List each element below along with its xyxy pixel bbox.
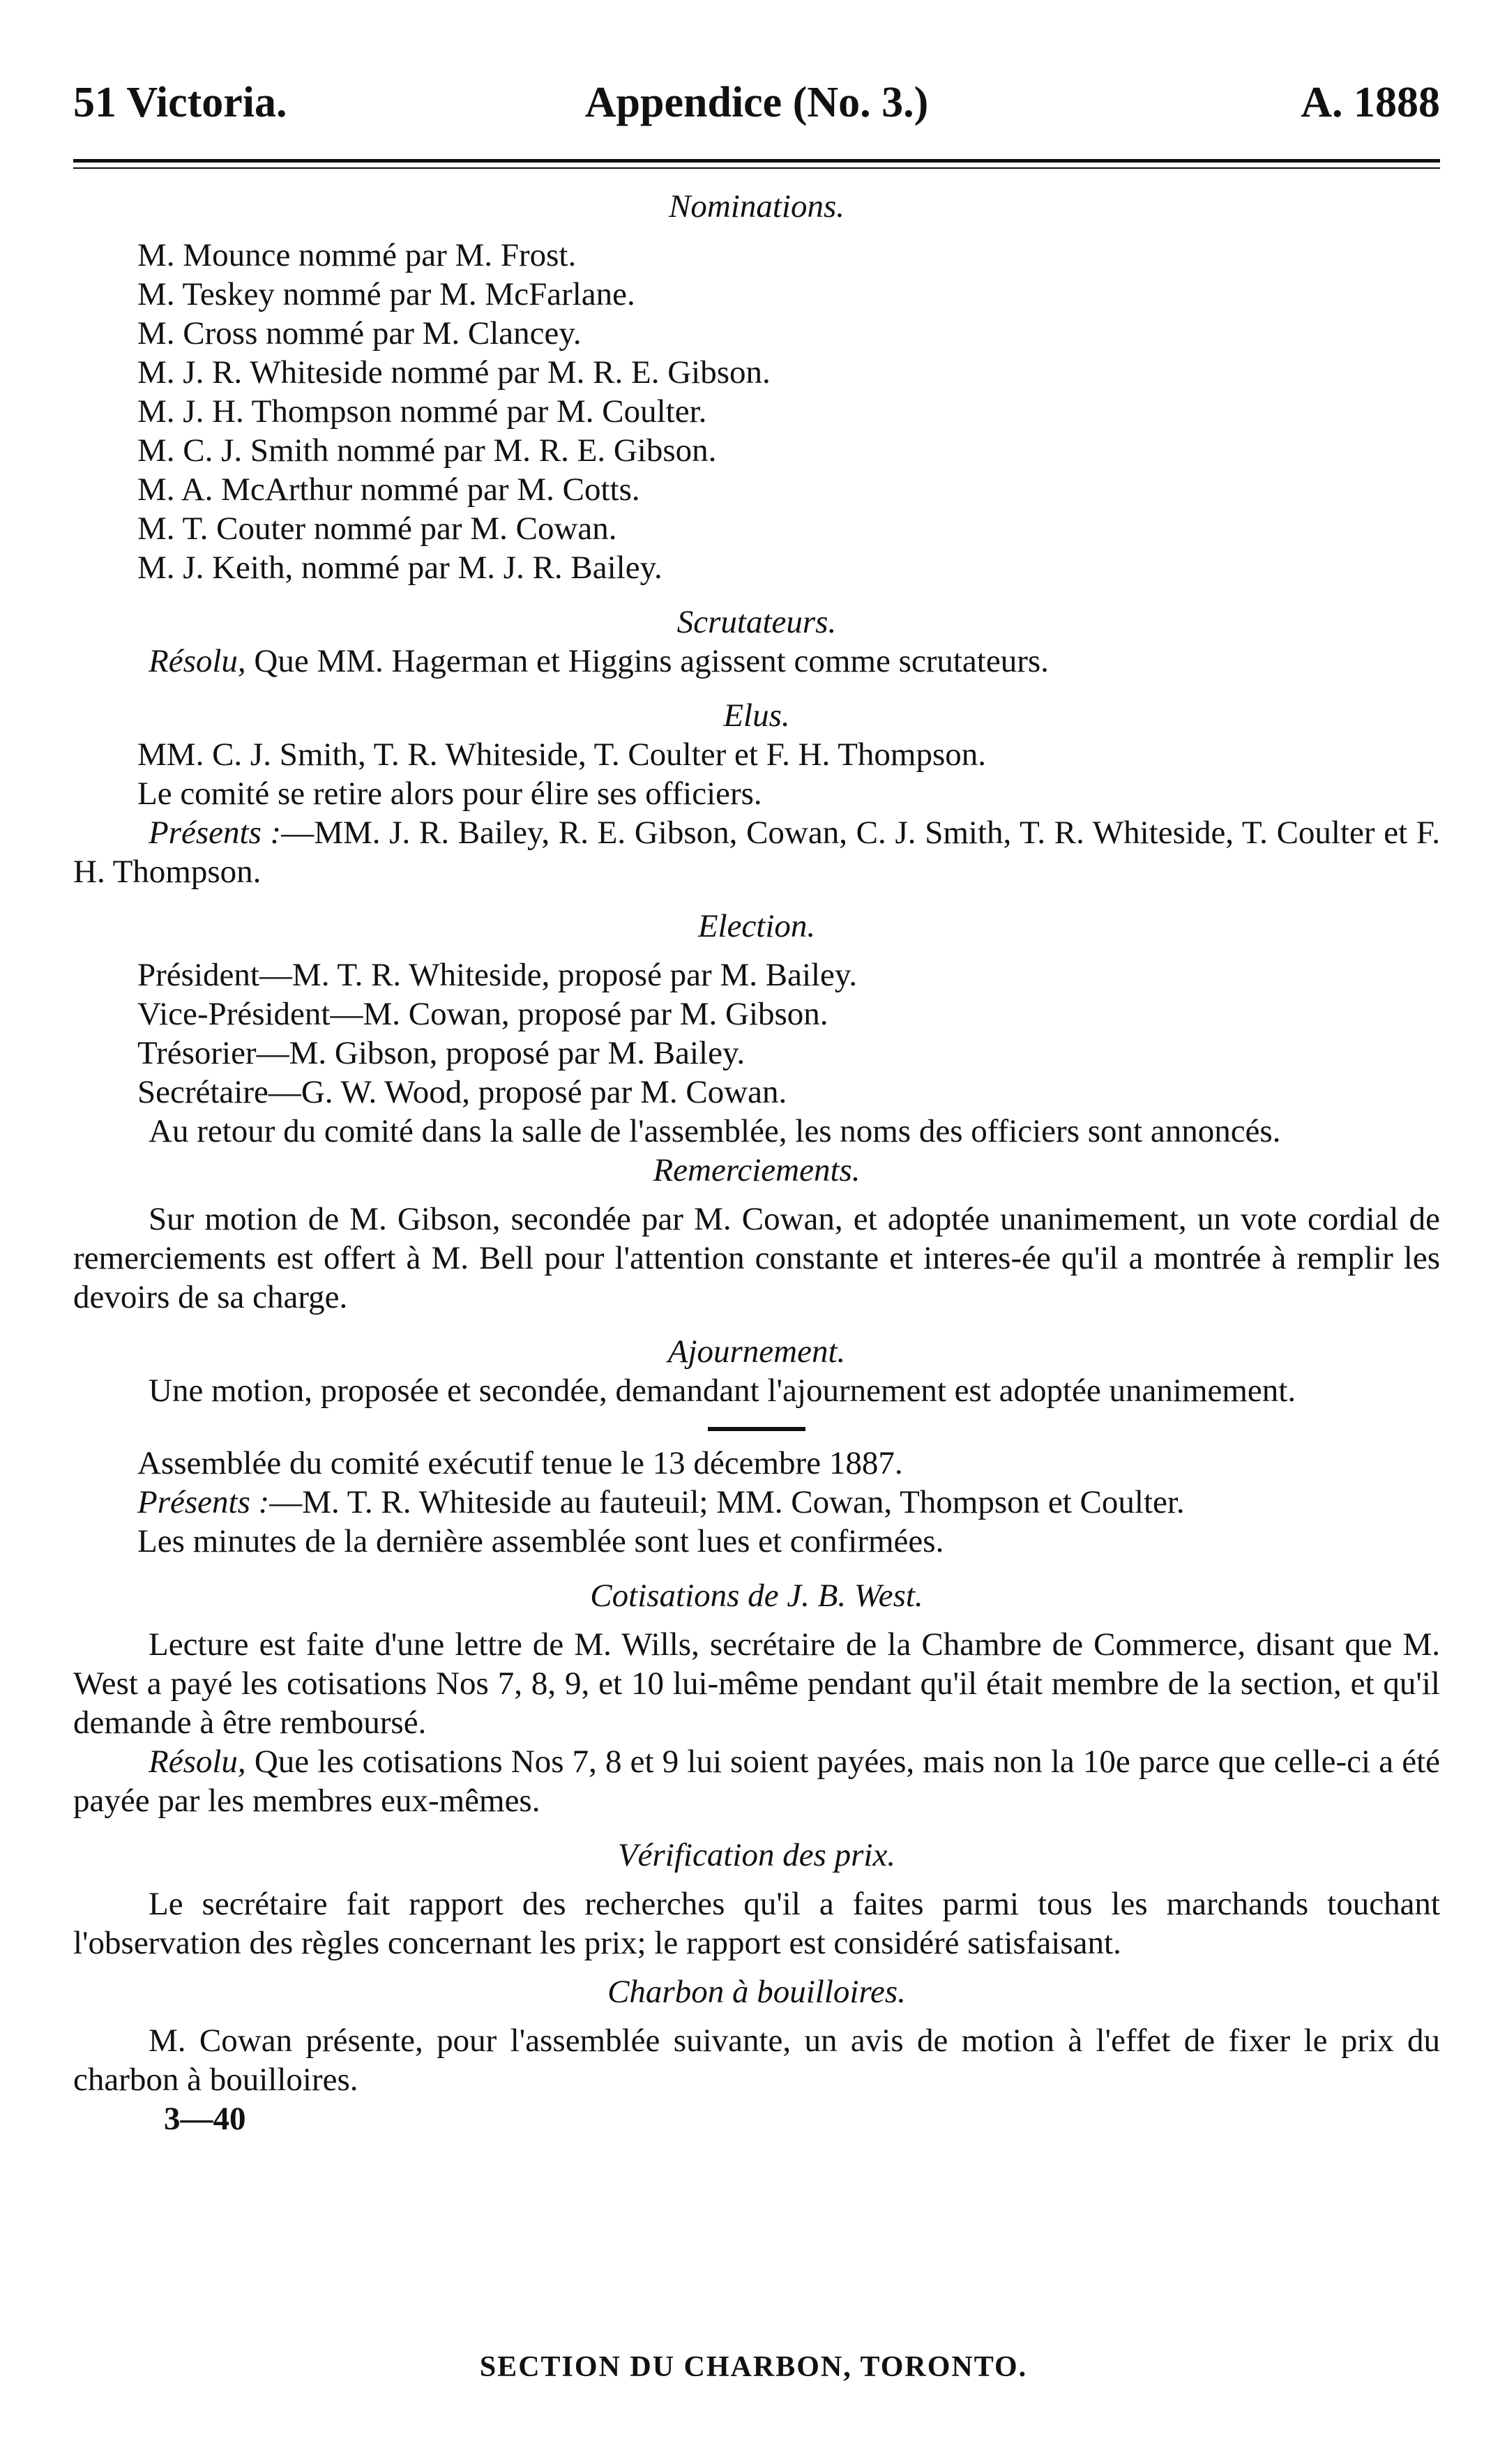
- cotisations-paragraph: Lecture est faite d'une lettre de M. Wills, secrétaire de la Chambre de Commerce, disant que M. West a payé les cotisations Nos 7, 8, 9, et 10 lui-même pendant qu'il était membre de la section, et qu'il demande à être remboursé.: [73, 1626, 1440, 1741]
- resolu-label: Résolu,: [149, 1744, 246, 1780]
- section-heading-charbon: Charbon à bouilloires.: [607, 1974, 906, 2010]
- presents-text: —MM. J. R. Bailey, R. E. Gibson, Cowan, C. J. Smith, T. R. Whiteside, T. Coulter et F. H. Thompson.: [73, 815, 1440, 890]
- assemblee-line: Assemblée du comité exécutif tenue le 13 décembre 1887.: [137, 1445, 903, 1481]
- header-rule-thin: [73, 167, 1440, 169]
- election-line: Trésorier—M. Gibson, proposé par M. Bailey.: [137, 1035, 745, 1071]
- section-heading-scrutateurs: Scrutateurs.: [676, 604, 837, 640]
- section-heading-verification: Vérification des prix.: [617, 1837, 896, 1873]
- election-paragraph: Au retour du comité dans la salle de l'assemblée, les noms des officiers sont annoncés.: [149, 1113, 1281, 1149]
- charbon-paragraph: M. Cowan présente, pour l'assemblée suivante, un avis de motion à l'effet de fixer le prix du charbon à bouilloires.: [73, 2023, 1440, 2098]
- header-appendix: Appendice (No. 3.): [584, 79, 929, 126]
- presents-label: Présents :: [149, 815, 282, 851]
- nomination-line: M. J. H. Thompson nommé par M. Coulter.: [137, 393, 707, 430]
- elus-line: Le comité se retire alors pour élire ses officiers.: [137, 776, 762, 812]
- ajournement-paragraph: Une motion, proposée et secondée, demandant l'ajournement est adoptée unanimement.: [149, 1373, 1296, 1409]
- running-footer: SECTION DU CHARBON, TORONTO.: [479, 2351, 1028, 2383]
- verification-paragraph: Le secrétaire fait rapport des recherches qu'il a faites parmi tous les marchands touchant l'observation des règles concernant les prix; le rapport est considéré satisfaisant.: [73, 1886, 1440, 1961]
- section-heading-election: Election.: [697, 908, 816, 944]
- nomination-line: M. Cross nommé par M. Clancey.: [137, 315, 582, 352]
- header-rule-thick: [73, 159, 1440, 162]
- presents-text: —M. T. R. Whiteside au fauteuil; MM. Cowan, Thompson et Coulter.: [269, 1484, 1185, 1520]
- elus-line: MM. C. J. Smith, T. R. Whiteside, T. Coulter et F. H. Thompson.: [137, 736, 986, 773]
- section-divider: [708, 1427, 805, 1431]
- resolution-text: Que les cotisations Nos 7, 8 et 9 lui soient payées, mais non la 10e parce que celle-ci a été payée par les membres eux-mêmes.: [73, 1744, 1440, 1819]
- nomination-line: M. J. Keith, nommé par M. J. R. Bailey.: [137, 550, 662, 586]
- section-heading-cotisations: Cotisations de J. B. West.: [590, 1578, 923, 1614]
- assemblee-presents: [73, 1483, 1440, 1522]
- presents-label: Présents :: [137, 1484, 270, 1520]
- assemblee-line: Les minutes de la dernière assemblée sont lues et confirmées.: [137, 1523, 944, 1559]
- resolu-label: Résolu,: [149, 643, 246, 679]
- header-year: A. 1888: [1301, 79, 1440, 126]
- election-line: Secrétaire—G. W. Wood, proposé par M. Cowan.: [137, 1074, 787, 1110]
- election-line: Président—M. T. R. Whiteside, proposé par M. Bailey.: [137, 957, 858, 993]
- nomination-line: M. T. Couter nommé par M. Cowan.: [137, 511, 617, 547]
- nomination-line: M. A. McArthur nommé par M. Cotts.: [137, 471, 640, 508]
- section-heading-remerciements: Remerciements.: [653, 1152, 861, 1188]
- nomination-line: M. J. R. Whiteside nommé par M. R. E. Gibson.: [137, 354, 771, 391]
- running-header: [73, 78, 1440, 134]
- nomination-line: M. Mounce nommé par M. Frost.: [137, 237, 577, 273]
- election-line: Vice-Président—M. Cowan, proposé par M. Gibson.: [137, 996, 828, 1032]
- section-heading-nominations: Nominations.: [668, 188, 845, 225]
- nomination-line: M. Teskey nommé par M. McFarlane.: [137, 276, 635, 312]
- cotisations-resolution: [73, 1742, 1440, 1820]
- header-volume: 51 Victoria.: [73, 79, 287, 126]
- section-heading-elus: Elus.: [723, 697, 790, 734]
- section-heading-ajournement: Ajournement.: [667, 1333, 846, 1370]
- elus-presents: [73, 813, 1440, 891]
- folio-number: 3—40: [164, 2101, 246, 2137]
- nomination-line: M. C. J. Smith nommé par M. R. E. Gibson.: [137, 432, 717, 469]
- resolution-text: Que MM. Hagerman et Higgins agissent comme scrutateurs.: [245, 643, 1049, 679]
- remerciements-paragraph: Sur motion de M. Gibson, secondée par M. Cowan, et adoptée unanimement, un vote cordial de remerciements est offert à M. Bell pour l'attention constante et interes-ée qu'il a montrée à remplir les devoirs de sa charge.: [73, 1201, 1440, 1315]
- scrutateurs-resolution: [73, 642, 1440, 681]
- page-body: [73, 187, 1440, 2138]
